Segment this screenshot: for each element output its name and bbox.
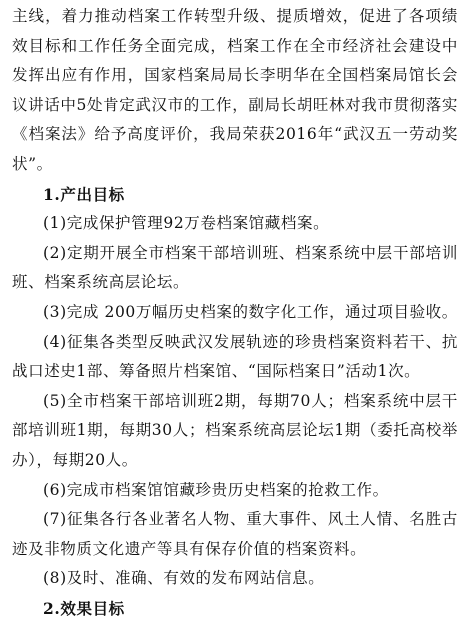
output-item: (3)完成 200万幅历史档案的数字化工作，通过项目验收。 — [43, 302, 458, 321]
intro-paragraph: 主线，着力推动档案工作转型升级、提质增效，促进了各项绩效目标和工作任务全面完成，档案工作在全市经济社会建设中发挥出应有作用，国家档案局局长李明华在全国档案局馆长会议讲话中5处肯定武汉市的工作，副局长胡旺林对我市贯彻落实《档案法》给予高度评价，我局荣获2016年“武汉五一劳动奖状”。 — [12, 7, 458, 173]
output-item: (5)全市档案干部培训班2期，每期70人；档案系统中层干部培训班1期，每期30人；档案系统高层论坛1期（委托高校举办），每期20人。 — [12, 391, 458, 469]
section-heading-output-targets: 1.产出目标 — [43, 184, 125, 204]
output-item: (4)征集各类型反映武汉发展轨迹的珍贵档案资料若干、抗战口述史1部、筹备照片档案馆、“国际档案日”活动1次。 — [12, 332, 458, 381]
output-item: (8)及时、准确、有效的发布网站信息。 — [43, 569, 325, 588]
output-item: (1)完成保护管理92万卷档案馆藏档案。 — [43, 214, 330, 233]
section-heading-effect-targets: 2.效果目标 — [43, 598, 125, 618]
output-item: (7)征集各行各业著名人物、重大事件、风土人情、名胜古迹及非物质文化遗产等具有保存价值的档案资料。 — [12, 510, 458, 558]
output-item: (6)完成市档案馆馆藏珍贵历史档案的抢救工作。 — [43, 480, 389, 499]
output-item: (2)定期开展全市档案干部培训班、档案系统中层干部培训班、档案系统高层论坛。 — [12, 243, 458, 292]
